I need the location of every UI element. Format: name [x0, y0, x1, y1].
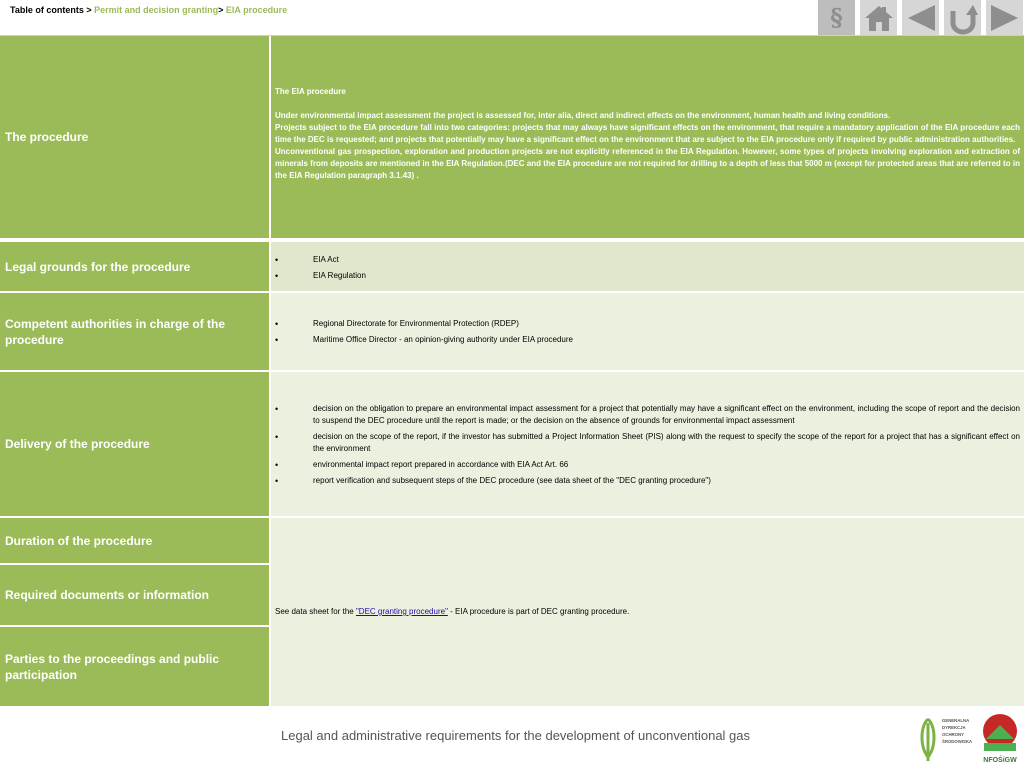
- svg-text:OCHRONY: OCHRONY: [942, 732, 964, 737]
- svg-text:NFOŚiGW: NFOŚiGW: [983, 757, 1017, 764]
- table-row-legal: [0, 242, 1024, 291]
- list-item: • report verification and subsequent steps of the DEC procedure (see data sheet of the "DEC granting procedure"): [275, 476, 711, 486]
- footer-title: Legal and administrative requirements for the development of unconventional gas: [281, 728, 751, 743]
- table-row-authorities: [0, 293, 1024, 370]
- row-label-text: Legal grounds for the procedure: [5, 259, 191, 274]
- list-item: • Regional Directorate for Environmental Protection (RDEP): [275, 319, 519, 329]
- procedure-paragraph: Under environmental impact assessment the project is assessed for, inter alia, direct and indirect effects on the environment, human health and living conditions.: [275, 111, 891, 120]
- home-icon: [864, 4, 894, 32]
- procedure-paragraph: Projects subject to the EIA procedure fall into two categories: projects that may always have significant effects on the environment, that require a mandatory application of the EIA procedure each time the DEC is requested; and projects that potentially may have a significant effect on the environment that are subject to the EIA procedure only if required by public administration authorities.: [275, 123, 1020, 144]
- list-item: • Maritime Office Director - an opinion-giving authority under EIA procedure: [275, 335, 573, 345]
- return-icon: [948, 3, 978, 33]
- nav-toolbar: [818, 0, 1023, 35]
- forward-arrow-icon: [990, 4, 1020, 32]
- row-label-delivery: [0, 372, 269, 516]
- breadcrumb: [10, 5, 287, 15]
- dec-granting-procedure-link[interactable]: "DEC granting procedure": [355, 607, 448, 616]
- row-label-text: Required documents or information: [5, 588, 210, 602]
- bullet-icon: •: [275, 460, 279, 470]
- svg-text:DYREKCJA: DYREKCJA: [942, 725, 966, 730]
- list-item: • environmental impact report prepared in accordance with EIA Act Art. 66: [275, 460, 569, 470]
- row-label-text: Parties to the proceedings and public participation: [5, 651, 220, 682]
- paragraph-button[interactable]: [818, 0, 855, 35]
- table-row-delivery: [0, 372, 1024, 516]
- procedure-paragraph: Unconventional gas prospection, exploration and production projects are not explicitly referenced in the EIA Regulation. However, some types of projects involving exploration and extraction of minerals from deposits are mentioned in the EIA Regulation.(DEC and the EIA procedure are not required for drilling to a depth of less that 5000 m (except for protected areas that are referred to in the EIA Regulation paragraph 3.1.43) .: [275, 147, 1020, 180]
- table-row-procedure: [0, 36, 1024, 238]
- back-arrow-icon: [906, 4, 936, 32]
- nfosigw-logo: [980, 713, 1020, 765]
- list-item: • EIA Regulation: [275, 271, 366, 281]
- row-content-legal: [271, 242, 1024, 291]
- bullet-icon: •: [275, 255, 279, 265]
- bullet-icon: •: [275, 319, 279, 329]
- gdos-logo: [916, 713, 973, 763]
- row-label-documents: [0, 565, 269, 625]
- row-label-procedure: [0, 36, 269, 238]
- list-item: • EIA Act: [275, 255, 339, 265]
- return-button[interactable]: [944, 0, 981, 35]
- breadcrumb-toc-link[interactable]: Table of contents >: [10, 5, 92, 15]
- procedure-title: The EIA procedure: [275, 87, 346, 96]
- row-content-procedure: [271, 36, 1024, 238]
- breadcrumb-current: EIA procedure: [225, 5, 288, 15]
- row-label-parties: [0, 627, 269, 706]
- bullet-icon: •: [275, 476, 279, 486]
- home-button[interactable]: [860, 0, 897, 35]
- see-data-sheet-text: See data sheet for the "DEC granting procedure" - EIA procedure is part of DEC granting procedure.: [275, 607, 630, 616]
- list-item: • decision on the scope of the report, if the investor has submitted a Project Information Sheet (PIS) along with the request to specify the scope of the report for a project that has a significant effect on the environment: [275, 432, 1020, 453]
- svg-text:ŚRODOWISKA: ŚRODOWISKA: [942, 739, 973, 744]
- forward-button[interactable]: [986, 0, 1023, 35]
- back-button[interactable]: [902, 0, 939, 35]
- table-row-duration: [0, 518, 1024, 563]
- bullet-icon: •: [275, 404, 279, 414]
- row-label-text: Competent authorities in charge of the procedure: [5, 316, 226, 347]
- bullet-icon: •: [275, 432, 279, 442]
- paragraph-icon: §: [830, 2, 843, 32]
- row-label-text: Duration of the procedure: [5, 533, 153, 548]
- row-label-authorities: [0, 293, 269, 370]
- list-item: • decision on the obligation to prepare an environmental impact assessment for a project that potentially may have a significant effect on the environment, including the scope of report and the decision to suspend the DEC procedure until the report is made; or the decision on the absence of grounds for environmental impact assessment: [275, 404, 1020, 425]
- row-content-delivery: [271, 372, 1024, 516]
- breadcrumb-separator: >: [218, 5, 224, 15]
- table-row-parties: [0, 627, 1024, 706]
- row-label-text: Delivery of the procedure: [5, 437, 150, 451]
- row-content-authorities: [271, 293, 1024, 370]
- bullet-icon: •: [275, 271, 279, 281]
- row-label-duration: [0, 518, 269, 563]
- table-row-documents: [0, 565, 1024, 625]
- bullet-icon: •: [275, 335, 279, 345]
- svg-text:GENERALNA: GENERALNA: [942, 718, 970, 723]
- breadcrumb-section-link[interactable]: Permit and decision granting: [94, 5, 219, 15]
- row-label-text: The procedure: [5, 130, 89, 144]
- row-label-legal: [0, 242, 269, 291]
